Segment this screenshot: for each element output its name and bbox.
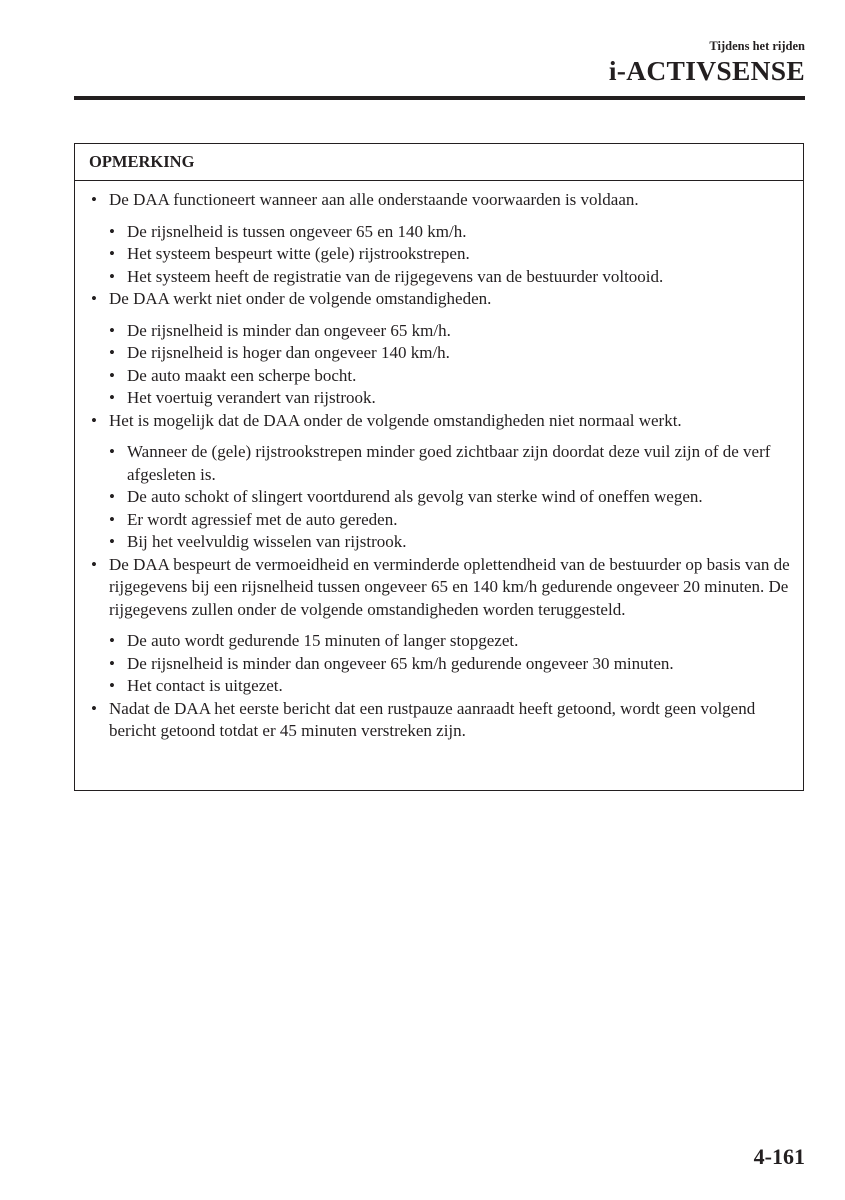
note-subitem-text: Het contact is uitgezet. [127,676,283,695]
note-subitem [89,365,795,388]
bullet-icon: • [109,532,115,551]
note-subitem-text: De auto wordt gedurende 15 minuten of langer stopgezet. [127,631,519,650]
header-divider [74,96,805,100]
bullet-icon: • [91,698,97,718]
bullet-icon: • [109,509,115,529]
note-subitem [89,531,795,554]
note-item [89,554,795,622]
section-title: Tijdens het rijden [709,39,805,53]
note-subitem-text: De rijsnelheid is tussen ongeveer 65 en 140 km/h. [127,221,467,241]
note-item [89,410,795,433]
bullet-icon: • [109,343,115,362]
note-subitem-text: Het voertuig verandert van rijstrook. [127,388,376,407]
note-subitem-text: De auto maakt een scherpe bocht. [127,365,357,385]
bullet-icon: • [109,365,115,385]
bullet-icon: • [91,190,97,209]
note-sublist [89,441,795,554]
note-subitem-text: Het systeem heeft de registratie van de rijgegevens van de bestuurder voltooid. [127,266,664,286]
note-item [89,288,795,311]
note-subitem [89,387,795,410]
note-item-text: De DAA functioneert wanneer aan alle onderstaande voorwaarden is voldaan. [109,190,639,209]
note-item-text: Nadat de DAA het eerste bericht dat een rustpauze aanraadt heeft getoond, wordt geen volgend bericht getoond totdat er 45 minuten verstreken zijn. [109,698,756,740]
bullet-icon: • [109,266,115,286]
note-subitem [89,486,795,509]
note-subitem-text: De rijsnelheid is minder dan ongeveer 65 km/h gedurende ongeveer 30 minuten. [127,653,674,673]
note-body [75,181,803,743]
note-subitem [89,653,795,676]
bullet-icon: • [91,554,97,574]
bullet-icon: • [109,653,115,673]
bullet-icon: • [91,410,97,430]
note-subitem-text: Wanneer de (gele) rijstrookstrepen minder goed zichtbaar zijn doordat deze vuil zijn of de verf afgesleten is. [127,442,771,484]
bullet-icon: • [109,676,115,695]
note-subitem [89,441,795,486]
note-subitem [89,630,795,653]
note-item-text: Het is mogelijk dat de DAA onder de volgende omstandigheden niet normaal werkt. [109,410,682,430]
note-item-text: De DAA werkt niet onder de volgende omstandigheden. [109,289,492,308]
bullet-icon: • [109,631,115,650]
note-box [74,143,804,791]
page-number: 4-161 [753,1144,805,1169]
note-subitem [89,509,795,532]
bullet-icon: • [109,221,115,241]
note-subitem-text: Bij het veelvuldig wisselen van rijstrook. [127,532,407,551]
note-subitem-text: Het systeem bespeurt witte (gele) rijstrookstrepen. [127,244,470,263]
note-subitem [89,342,795,365]
note-item-text: De DAA bespeurt de vermoeidheid en verminderde oplettendheid van de bestuurder op basis van de rijgegevens bij een rijsnelheid tussen ongeveer 65 en 140 km/h gedurende ongeveer 20 minuten. De rijgegevens zullen onder de volgende omstandigheden worden teruggesteld. [109,554,790,619]
note-subitem-text: Er wordt agressief met de auto gereden. [127,509,398,529]
note-item [89,189,795,212]
bullet-icon: • [109,320,115,340]
note-sublist [89,221,795,289]
bullet-icon: • [109,442,115,461]
bullet-icon: • [91,289,97,308]
note-sublist [89,630,795,698]
chapter-title: i-ACTIVSENSE [608,55,805,86]
bullet-icon: • [109,388,115,407]
note-subitem-text: De auto schokt of slingert voortdurend als gevolg van sterke wind of oneffen wegen. [127,487,703,506]
note-subitem [89,675,795,698]
note-subitem [89,320,795,343]
note-subitem [89,221,795,244]
note-title: OPMERKING [75,144,803,181]
note-subitem [89,266,795,289]
note-item [89,698,795,743]
note-subitem-text: De rijsnelheid is minder dan ongeveer 65 km/h. [127,320,451,340]
note-subitem [89,243,795,266]
note-sublist [89,320,795,410]
bullet-icon: • [109,487,115,506]
bullet-icon: • [109,244,115,263]
note-subitem-text: De rijsnelheid is hoger dan ongeveer 140 km/h. [127,343,450,362]
